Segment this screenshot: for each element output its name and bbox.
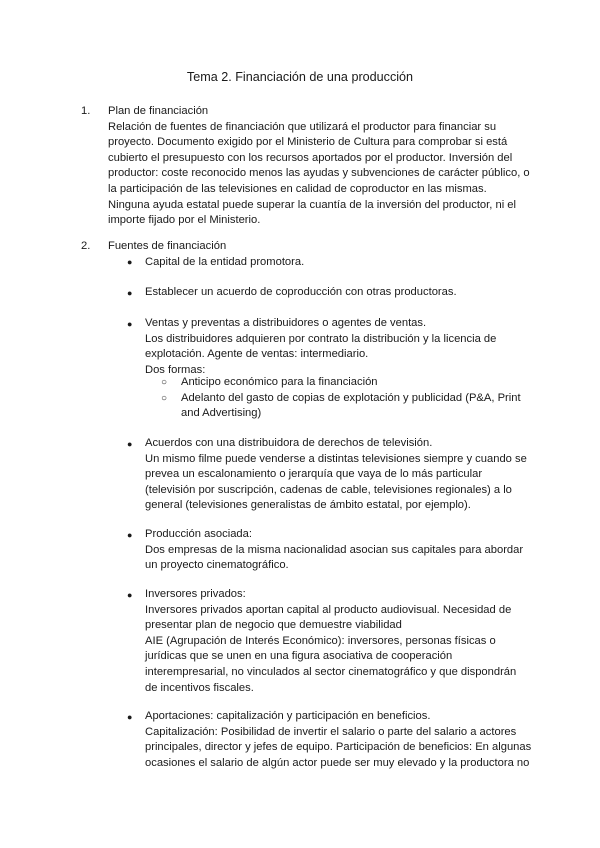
bullet-icon: ● [127,438,133,449]
list-item [145,285,530,301]
sub-list-item [181,375,521,391]
paragraph-line: importe fijado por el Ministerio. [108,214,261,227]
paragraph-line: Relación de fuentes de financiación que utilizará el productor para financiar su [108,120,497,133]
section-2-number: 2. [81,240,91,252]
list-item-body-line: principales, director y jefes de equipo. Participación de beneficios: En algunas [145,741,532,754]
section-1-number: 1. [81,105,91,117]
subbullet-icon: ○ [161,392,168,404]
list-item-body-line: ocasiones el salario de algún actor puede ser muy elevado y la productora no [145,756,530,769]
list-item-head: Acuerdos con una distribuidora de derechos de televisión. [145,437,433,449]
list-item [145,587,530,696]
list-item-body-line: interempresarial, no vinculados al sector cinematográfico y que dispondrán [145,665,517,678]
sub-list-item-line: and Advertising) [181,407,262,420]
paragraph-line: proyecto. Documento exigido por el Ministerio de Cultura para comprobar si está [108,136,508,149]
list-item-body-line: jurídicas que se unen en una figura asociativa de cooperación [145,650,453,663]
sub-list-item-line: Adelanto del gasto de copias de explotación y publicidad (P&A, Print [181,391,521,404]
list-item-head: Inversores privados: [145,588,246,600]
list-item-body-line: Un mismo filme puede venderse a distintas televisiones siempre y cuando se [145,452,527,465]
paragraph-line: Ninguna ayuda estatal puede superar la cuantía de la inversión del productor, ni el [108,198,516,211]
sub-list-item [181,391,521,422]
bullet-icon: ● [127,287,133,298]
list-item [145,436,530,514]
list-item-body-line: Los distribuidores adquieren por contrato la distribución y la licencia de [145,332,497,345]
list-item-body-line: Capitalización: Posibilidad de invertir el salario o parte del salario a actores [145,725,517,738]
list-item-head: Ventas y preventas a distribuidores o agentes de ventas. [145,317,427,329]
list-item [145,527,530,574]
list-item-body-line: Inversores privados aportan capital al producto audiovisual. Necesidad de [145,603,512,616]
list-item-head: Producción asociada: [145,528,252,540]
sub-list-item-line: Anticipo económico para la financiación [181,376,378,388]
list-item-body-line: un proyecto cinematográfico. [145,559,289,572]
list-item-body-line: AIE (Agrupación de Interés Económico): inversores, personas físicas o [145,634,496,647]
section-1-paragraph [108,120,530,229]
bullet-icon: ● [127,711,133,722]
list-item [145,255,530,271]
list-item-body-line: general (televisiones generalistas de ámbito estatal, por ejemplo). [145,499,471,512]
list-item-body-line: Dos formas: [145,363,206,376]
list-item-body-line: Dos empresas de la misma nacionalidad asocian sus capitales para abordar [145,543,524,556]
bullet-icon: ● [127,589,133,600]
section-1-heading: Plan de financiación [108,105,209,117]
paragraph-line: productor: coste reconocido menos las ayudas y subvenciones de carácter público, o [108,167,530,180]
list-item-body-line: presentar plan de negocio que demuestre viabilidad [145,619,402,632]
bullet-icon: ● [127,257,133,267]
document-title: Tema 2. Financiación de una producción [186,70,414,84]
list-item-body-line: (televisión por suscripción, cadenas de cable, televisiones regionales) a lo [145,483,512,496]
list-item-body-line: de incentivos fiscales. [145,681,254,694]
list-item [145,316,530,378]
bullet-icon: ● [127,529,133,540]
section-2-heading: Fuentes de financiación [108,240,227,252]
paragraph-line: cubierto el presupuesto con los recursos aportados por el productor. Inversión del [108,151,513,164]
subbullet-icon: ○ [161,377,168,388]
list-item-body-line: explotación. Agente de ventas: intermediario. [145,348,369,361]
list-item-head: Capital de la entidad promotora. [145,255,305,268]
list-item [145,709,530,771]
list-item-body-line: prevea un escalonamiento o jerarquía que vaya de lo más particular [145,468,483,481]
list-item-head: Establecer un acuerdo de coproducción con otras productoras. [145,286,457,298]
list-item-head: Aportaciones: capitalización y participación en beneficios. [145,710,431,722]
paragraph-line: la participación de las televisiones en calidad de coproductor en las mismas. [108,182,487,195]
bullet-icon: ● [127,318,133,329]
